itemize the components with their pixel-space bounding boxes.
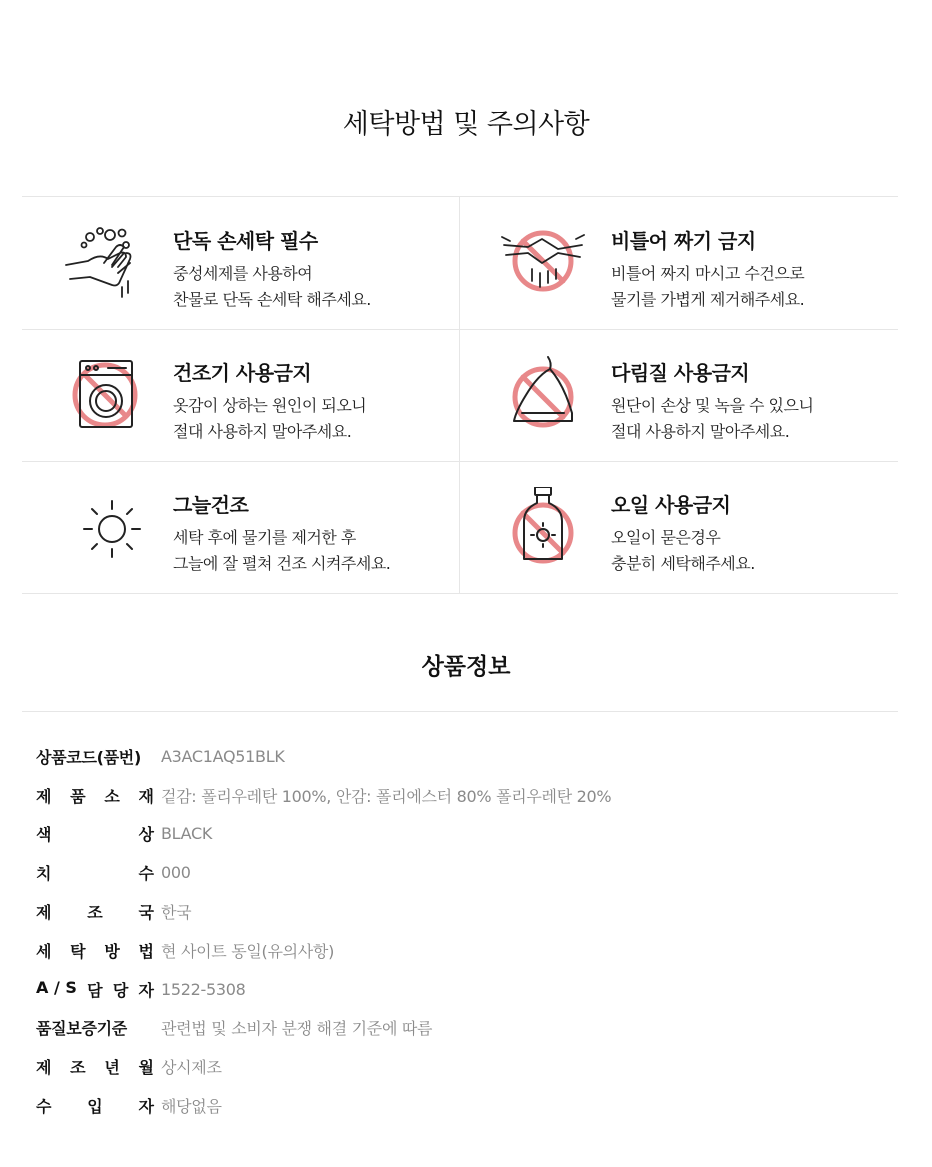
info-row-manufacture-date <box>36 1047 896 1086</box>
sun-icon <box>60 487 150 567</box>
care-item-desc: 비틀어 짜지 마시고 수건으로 물기를 가볍게 제거해주세요. <box>611 264 805 309</box>
info-value: 상시제조 <box>161 1058 222 1078</box>
no-wring-icon <box>498 223 588 303</box>
info-row-importer <box>36 1086 896 1125</box>
info-label: 제 조 년 월 <box>36 1058 154 1078</box>
info-row-size <box>36 853 896 892</box>
info-label: A / S 담 당 자 <box>36 977 154 1000</box>
care-item-desc: 세탁 후에 물기를 제거한 후 그늘에 잘 펼쳐 건조 시켜주세요. <box>173 528 391 573</box>
care-item-shade-dry <box>22 461 460 593</box>
info-value: 해당없음 <box>161 1097 222 1117</box>
info-label: 세 탁 방 법 <box>36 941 154 961</box>
info-row-color <box>36 815 896 854</box>
product-info-table <box>36 737 896 1125</box>
info-value: 000 <box>161 863 191 883</box>
info-row-quality <box>36 1009 896 1048</box>
no-iron-icon <box>498 355 588 435</box>
info-value: A3AC1AQ51BLK <box>161 746 285 766</box>
info-label: 제 조 국 <box>36 903 154 923</box>
no-oil-icon <box>498 487 588 567</box>
info-row-code <box>36 737 896 776</box>
info-value: 겉감: 폴리우레탄 100%, 안감: 폴리에스터 80% 폴리우레탄 20% <box>161 786 612 806</box>
info-label: 품질보증기준 <box>36 1019 127 1039</box>
care-item-no-oil <box>460 461 898 593</box>
care-instructions-grid <box>22 196 898 594</box>
care-item-title: 비틀어 짜기 금지 <box>611 229 756 253</box>
care-item-no-dryer <box>22 329 460 461</box>
info-label: 치 수 <box>36 864 154 884</box>
care-item-title: 다림질 사용금지 <box>611 361 750 385</box>
care-item-desc: 오일이 묻은경우 충분히 세탁해주세요. <box>611 528 755 573</box>
care-item-no-iron <box>460 329 898 461</box>
care-item-title: 단독 손세탁 필수 <box>173 229 318 253</box>
info-value: BLACK <box>161 824 213 844</box>
care-item-desc: 중성세제를 사용하여 찬물로 단독 손세탁 해주세요. <box>173 264 371 309</box>
info-row-origin <box>36 892 896 931</box>
care-item-desc: 옷감이 상하는 원인이 되오니 절대 사용하지 말아주세요. <box>173 396 367 441</box>
care-section-title: 세탁방법 및 주의사항 <box>342 109 590 140</box>
info-row-material <box>36 776 896 815</box>
info-value: 현 사이트 동일(유의사항) <box>161 941 335 961</box>
care-item-no-wring <box>460 197 898 329</box>
info-label: 제 품 소 재 <box>36 786 154 806</box>
info-label: 상품코드(품번) <box>36 747 141 767</box>
info-label: 색 상 <box>36 825 154 845</box>
care-item-title: 오일 사용금지 <box>611 493 731 517</box>
info-row-as-contact <box>36 970 896 1009</box>
hand-wash-icon <box>60 223 150 303</box>
product-info-title: 상품정보 <box>421 654 511 680</box>
care-item-title: 건조기 사용금지 <box>173 361 312 385</box>
care-item-title: 그늘건조 <box>173 493 249 517</box>
info-label: 수 입 자 <box>36 1097 154 1117</box>
info-value: 한국 <box>161 903 192 923</box>
no-dryer-icon <box>60 355 150 435</box>
info-row-washing <box>36 931 896 970</box>
care-item-hand-wash <box>22 197 460 329</box>
info-value: 1522-5308 <box>161 979 246 999</box>
divider <box>22 711 898 712</box>
care-item-desc: 원단이 손상 및 녹을 수 있으니 절대 사용하지 말아주세요. <box>611 396 814 441</box>
info-value: 관련법 및 소비자 분쟁 해결 기준에 따름 <box>161 1019 433 1039</box>
